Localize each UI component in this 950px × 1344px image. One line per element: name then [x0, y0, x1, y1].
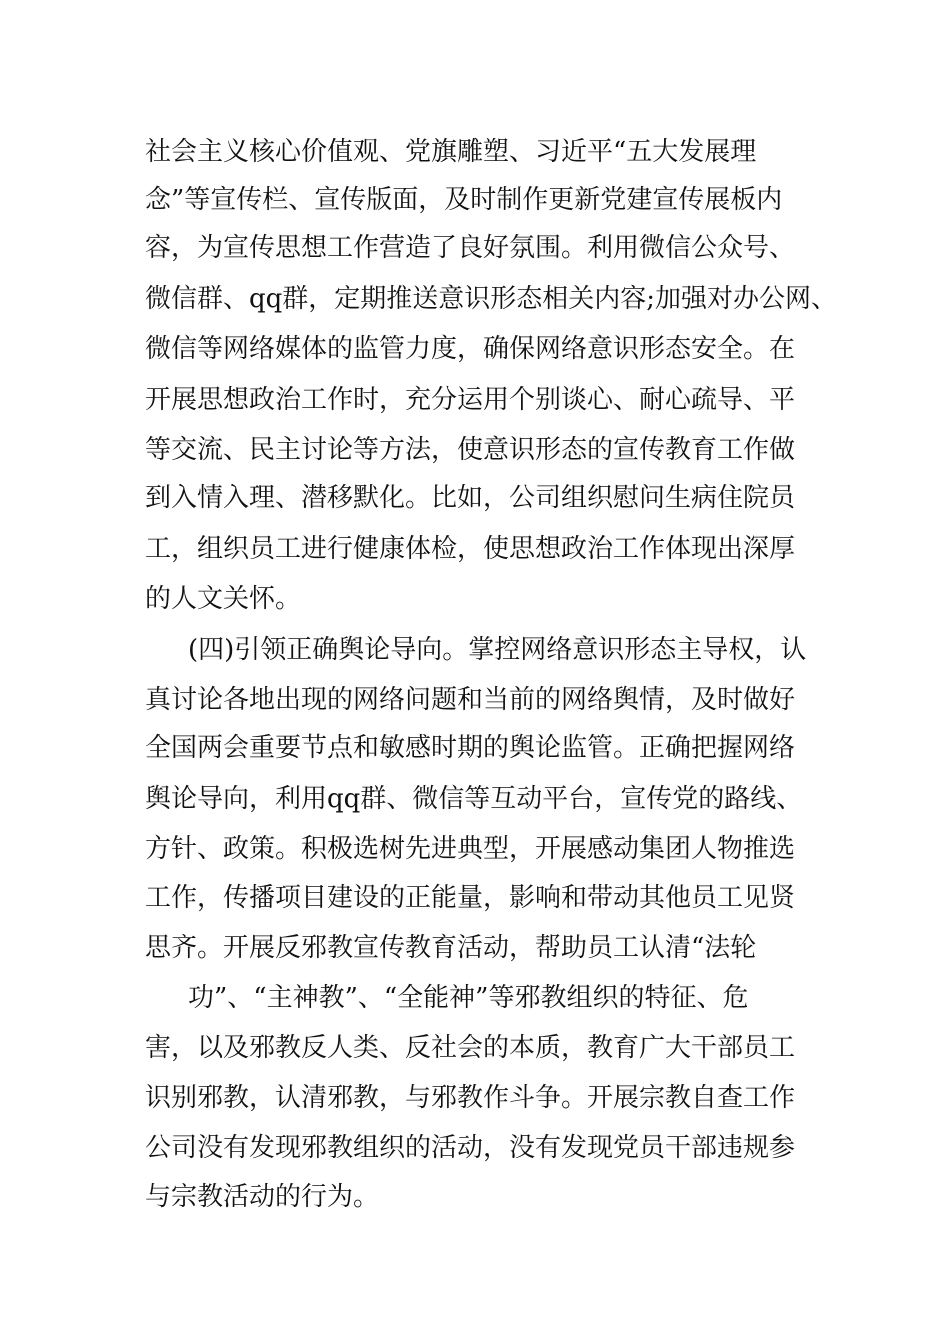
text-line: 舆论导向，利用qq群、微信等互动平台，宣传党的路线、 [145, 784, 803, 814]
text-line: 微信群、qq群，定期推送意识形态相关内容;加强对办公网、 [145, 284, 838, 314]
text-line: 方针、政策。积极选树先进典型，开展感动集团人物推选 [145, 834, 796, 864]
text-line: 全国两会重要节点和敏感时期的舆论监管。正确把握网络 [145, 733, 796, 763]
text-line: 害，以及邪教反人类、反社会的本质，教育广大干部员工 [145, 1033, 796, 1063]
text-line: 公司没有发现邪教组织的活动，没有发现党员干部违规参 [145, 1133, 796, 1163]
text-line: 微信等网络媒体的监管力度，确保网络意识形态安全。在 [145, 334, 796, 364]
text-line: 工，组织员工进行健康体检，使思想政治工作体现出深厚 [145, 534, 796, 564]
text-line: 工作，传播项目建设的正能量，影响和带动其他员工见贤 [145, 883, 796, 913]
text-line: 真讨论各地出现的网络问题和当前的网络舆情，及时做好 [145, 685, 796, 715]
text-line: 思齐。开展反邪教宣传教育活动，帮助员工认清“法轮 [145, 933, 757, 963]
text-line: 容，为宣传思想工作营造了良好氛围。利用微信公众号、 [145, 233, 796, 263]
text-line: 到入情入理、潜移默化。比如，公司组织慰问生病住院员 [145, 483, 796, 513]
text-line: 与宗教活动的行为。 [145, 1182, 380, 1212]
section-heading-line: (四)引领正确舆论导向。掌控网络意识形态主导权，认 [188, 635, 807, 665]
text-line: 识别邪教，认清邪教，与邪教作斗争。开展宗教自查工作 [145, 1083, 796, 1113]
text-line: 的人文关怀。 [145, 584, 302, 614]
text-line: 功”、“主神教”、“全能神”等邪教组织的特征、危 [188, 983, 749, 1013]
text-line: 念”等宣传栏、宣传版面，及时制作更新党建宣传展板内 [145, 185, 783, 215]
text-line: 开展思想政治工作时，充分运用个别谈心、耐心疏导、平 [145, 385, 796, 415]
text-line: 等交流、民主讨论等方法，使意识形态的宣传教育工作做 [145, 435, 796, 465]
text-line: 社会主义核心价值观、党旗雕塑、习近平“五大发展理 [145, 137, 757, 167]
